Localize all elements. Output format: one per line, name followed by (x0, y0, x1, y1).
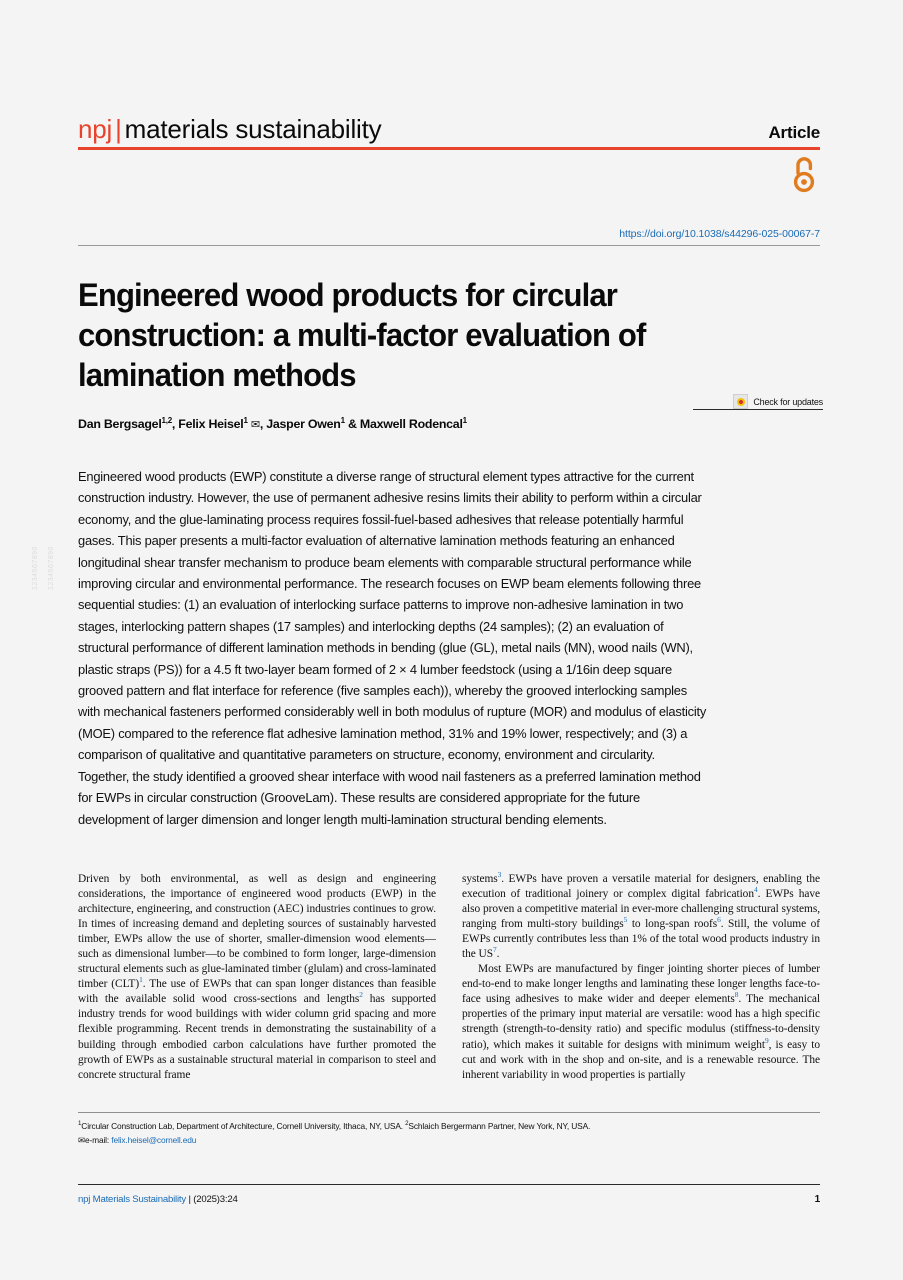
corresponding-email-line (78, 1134, 820, 1148)
footer-divider (78, 1184, 820, 1185)
footnote-divider (78, 1112, 820, 1113)
article-type-label: Article (768, 123, 820, 142)
title-divider (78, 245, 820, 246)
open-access-lock-icon[interactable] (788, 155, 820, 195)
masthead (78, 114, 820, 145)
masthead-divider (78, 147, 820, 150)
body-column-right (462, 872, 820, 1100)
abstract-text: Engineered wood products (EWP) constitute a diverse range of structural element types attractive for the current construction industry. However, the use of permanent adhesive resins limits their ability to perform within a circular economy, and the glue-laminating process requires fossil-fuel-based adhesives that release potentially harmful gases. This paper presents a multi-factor evaluation of alternative lamination methods featuring an enhanced longitudinal shear transfer mechanism to produce beam elements with comparable structural performance while improving circular and environmental performance. The research focuses on EWP beam elements following three sequential studies: (1) an evaluation of interlocking surface patterns to improve non-adhesive lamination in two stages, interlocking pattern shapes (17 samples) and interlocking depths (24 samples); (2) an evaluation of structural performance of different lamination methods in bending (glue (GL), metal nails (MN), wood nails (WN), plastic straps (PS)) for a 4.5 ft two-layer beam formed of 2 × 4 lumber feedstock (using a 1/16in deep square grooved pattern and flat interface for reference (five samples each)), whereby the grooved interlocking samples with mechanical fasteners performed considerably well in both modulus of rupture (MOR) and modulus of elasticity (MOE) compared to the reference flat adhesive lamination method, 31% and 19% lower, respectively; and (3) a comparison of qualitative and quantitative parameters on structure, economy, environment and circularity. Together, the study identified a grooved shear interface with wood nail fasteners as a preferred lamination method for EWPs in circular construction (GrooveLam). These results are considered appropriate for the future development of larger dimension and longer length multi-lamination structural bending elements. (78, 469, 707, 827)
crossmark-divider (693, 409, 823, 410)
margin-ruler-digits: 1234567890 (48, 546, 55, 590)
author-list: Dan Bergsagel$^{1,2}$, Felix Heisel$^1$ ✉, Jasper Owen$^1$ & Maxwell Rodencal$^1$ (78, 415, 467, 431)
doi-link[interactable]: https://doi.org/10.1038/s44296-025-00067-7 (619, 228, 820, 240)
intro-paragraph-2: Most EWPs are manufactured by finger jointing shorter pieces of lumber end-to-end to make longer lengths and laminating these longer lengths face-to-face using adhesives to make wider and deeper elements$^8$. The mechanical properties of the primary input material are versatile: wood has a high specific strength (strength-to-density ratio) and specific modulus (stiffness-to-density ratio), which makes it suitable for designs with minimum weight$^9$, is easy to cut and work with in the shop and on-site, and is a renewable resource. The inherent variability in wood properties is partially (462, 963, 820, 1081)
margin-ruler-digits: 1234567890 (32, 546, 39, 590)
email-link[interactable]: felix.heisel@cornell.edu (111, 1134, 197, 1145)
affiliations-line: $^1$Circular Construction Lab, Department of Architecture, Cornell University, Ithaca, NY, USA. $^2$Schlaich Bergermann Partner, New York, NY, USA. (78, 1120, 591, 1131)
journal-logo-name: materials sustainability (124, 114, 382, 144)
page-title: Engineered wood products for circular construction: a multi-factor evaluation of lamination methods (78, 276, 646, 393)
intro-paragraph-1-continued: systems$^3$. EWPs have proven a versatile material for designers, enabling the execution of traditional joinery or complex digital fabrication$^4$. EWPs have also proven a competitive material in ever-more challenging structural systems, ranging from multi-story buildings$^5$ to long-span roofs$^6$. Still, the volume of EWPs currently contributes less than 1% of the total wood products industry in the US$^7$. (462, 872, 820, 961)
affiliations-block (78, 1120, 820, 1147)
journal-logo-separator: | (115, 114, 122, 144)
body-columns (78, 872, 820, 1100)
page-number: 1 (814, 1194, 820, 1205)
intro-paragraph-1: Driven by both environmental, as well as design and engineering considerations, the importance of engineered wood products (EWP) in the architecture, engineering, and construction (AEC) industries continues to grow. In times of increasing demand and depleting sources of sustainably harvested timber, EWPs allow the use of shorter, smaller-dimension wood elements—such as dimensional lumber—to be combined to form longer, large-dimension structural elements such as glue-laminated timber (glulam) and cross-laminated timber (CLT)$^1$. The use of EWPs that can span longer distances than feasible with the available solid wood cross-sections and lengths$^2$ has supported industry trends for wood buildings with wider column grid spacing and more flexible programming. Recent trends in demonstrating the sustainability of a building through embodied carbon calculations have further promoted the growth of EWPs as a sustainable structural material in comparison to steel and concrete structural frame (78, 873, 436, 1081)
email-label: e-mail: (84, 1134, 110, 1145)
footer-issue: | (2025)3:24 (188, 1194, 238, 1205)
body-column-left (78, 872, 436, 1100)
page-footer (78, 1194, 820, 1205)
crossmark-icon (733, 394, 748, 409)
check-for-updates-badge[interactable] (733, 394, 823, 409)
journal-logo[interactable] (78, 114, 381, 145)
check-for-updates-label: Check for updates (753, 396, 823, 407)
footer-citation (78, 1194, 238, 1205)
journal-logo-npj: npj (78, 114, 113, 144)
footer-journal-name[interactable]: npj Materials Sustainability (78, 1194, 186, 1205)
envelope-icon: ✉ (78, 1134, 85, 1145)
margin-ruler-artifact (32, 500, 72, 590)
